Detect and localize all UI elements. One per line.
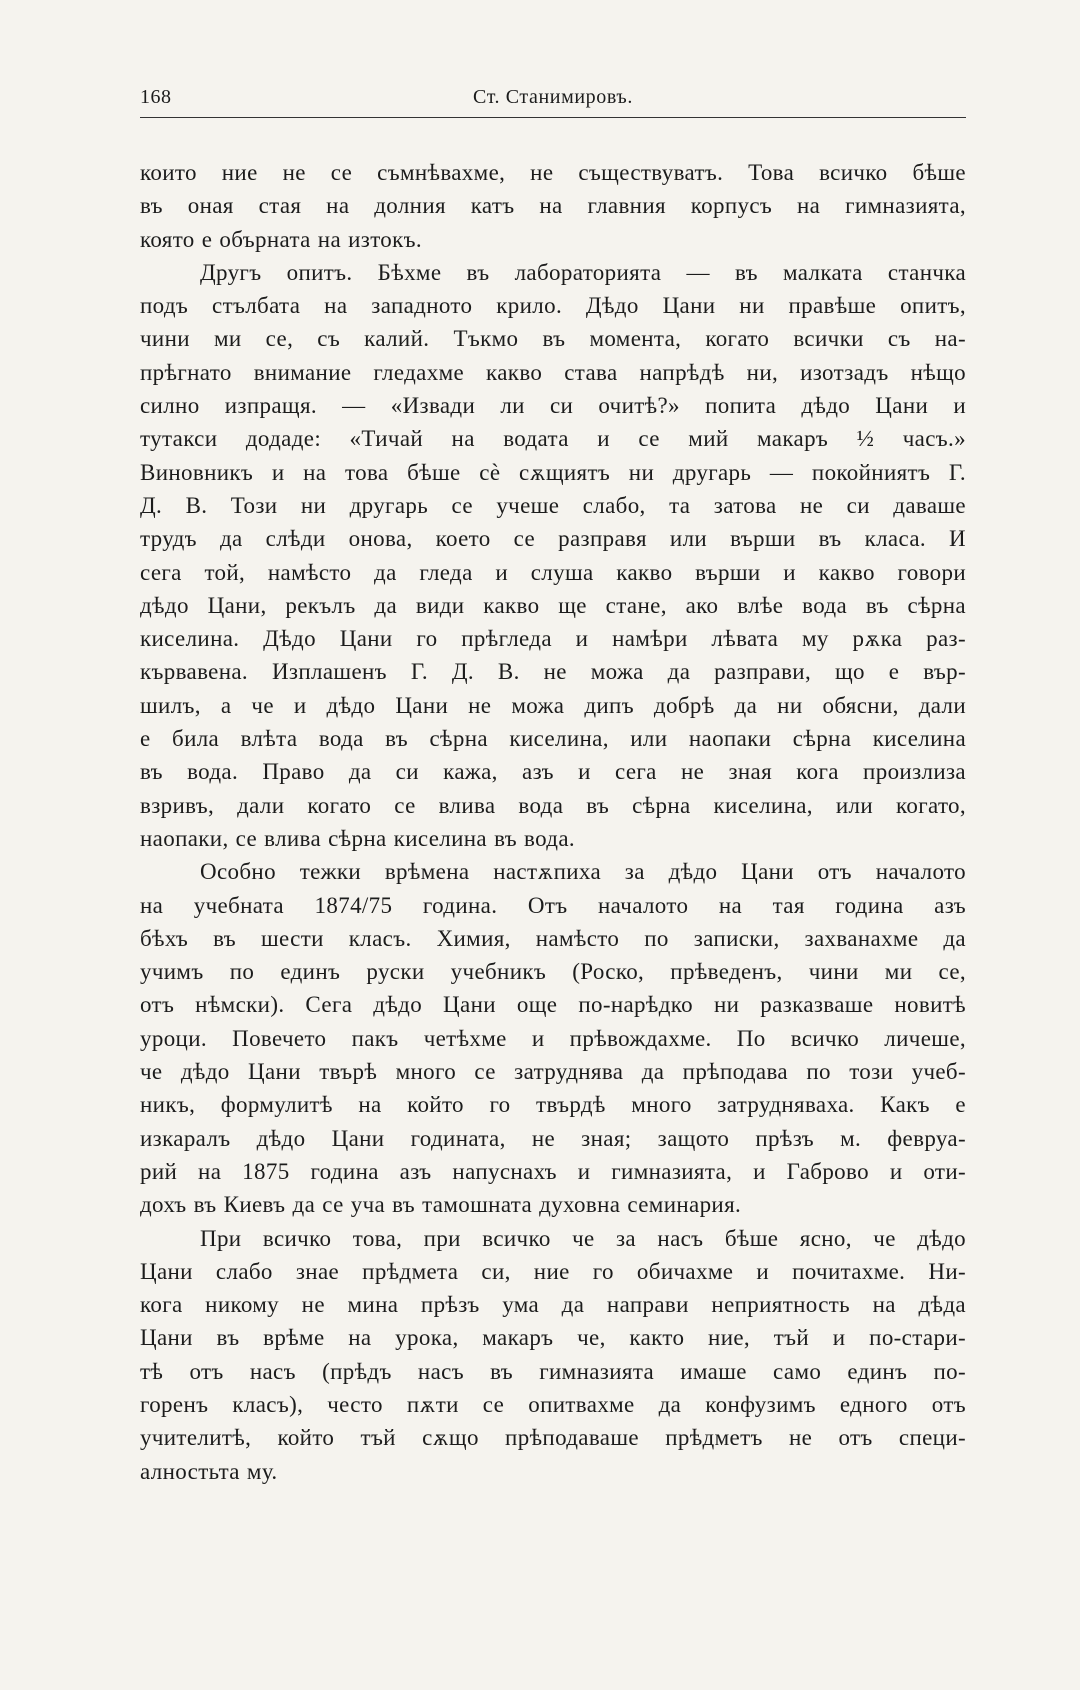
- page-number: 168: [140, 86, 172, 108]
- text-line: въ вода. Право да си кажа, азъ и сега не зная кога произлиза: [140, 759, 966, 785]
- text-line: учимъ по единъ руски учебникъ (Роско, прѣведенъ, чини ми се,: [140, 959, 966, 985]
- text-line: дохъ въ Киевъ да се уча въ тамошната духовна семинария.: [140, 1192, 742, 1218]
- text-line: никъ, формулитѣ на който го твърдѣ много затрудняваха. Какъ е: [140, 1092, 966, 1118]
- text-line: Виновникъ и на това бѣше сѐ сѫщиятъ ни другарь — покойниятъ Г.: [140, 459, 966, 485]
- text-line: дѣдо Цани, рекълъ да види какво ще стане, ако влѣе вода въ сѣрна: [140, 592, 966, 618]
- text-line: че дѣдо Цани твърѣ много се затруднява да прѣподава по този учеб-: [140, 1059, 966, 1085]
- text-line: тѣ отъ насъ (прѣдъ насъ въ гимназията имаше само единъ по-: [140, 1358, 966, 1384]
- paragraph-1: [140, 156, 966, 256]
- text-line: Д. В. Този ни другарь се учеше слабо, та затова не си даваше: [140, 492, 966, 518]
- text-line: на учебната 1874/75 година. Отъ началото на тая година азъ: [140, 892, 966, 918]
- text-line: уроци. Повечето пакъ четѣхме и прѣвождахме. По всичко личеше,: [140, 1025, 966, 1051]
- body-text: [140, 156, 966, 1488]
- paragraph-3: [140, 855, 966, 1221]
- text-line: чини ми се, съ калий. Тъкмо въ момента, когато всички съ на-: [140, 326, 966, 352]
- text-line: Другъ опитъ. Бѣхме въ лабораторията — въ малката станчка: [200, 259, 966, 285]
- text-line: При всичко това, при всичко че за насъ бѣше ясно, че дѣдо: [200, 1225, 966, 1251]
- text-line: горенъ класъ), често пѫти се опитвахме да конфузимъ едного отъ: [140, 1391, 966, 1417]
- text-line: алностьта му.: [140, 1458, 278, 1484]
- paragraph-2: [140, 256, 966, 855]
- text-line: въ оная стая на долния катъ на главния корпусъ на гимназията,: [140, 193, 966, 219]
- text-line: изкаралъ дѣдо Цани годината, не зная; защото прѣзъ м. февруа-: [140, 1125, 966, 1151]
- text-line: шилъ, а че и дѣдо Цани не можа дипъ добрѣ да ни обясни, дали: [140, 692, 966, 718]
- text-line: взривъ, дали когато се влива вода въ сѣрна киселина, или когато,: [140, 792, 966, 818]
- text-line: наопаки, се влива сѣрна киселина въ вода.: [140, 825, 576, 851]
- text-line: е била влѣта вода въ сѣрна киселина, или наопаки сѣрна киселина: [140, 726, 966, 752]
- text-line: които ние не се съмнѣвахме, не съществуватъ. Това всичко бѣше: [140, 160, 966, 185]
- paragraph-4: [140, 1222, 966, 1488]
- text-line: рий на 1875 година азъ напуснахъ и гимназията, и Габрово и оти-: [140, 1158, 966, 1184]
- text-line: трудъ да слѣди онова, което се разправя или върши въ класа. И: [140, 526, 966, 552]
- page-header: [140, 82, 966, 116]
- text-line: подъ стълбата на западното крило. Дѣдо Цани ни правѣше опитъ,: [140, 293, 966, 319]
- text-line: прѣгнато внимание гледахме какво става напрѣдѣ ни, изотзадъ нѣщо: [140, 359, 966, 385]
- header-rule: [140, 117, 966, 118]
- text-line: тутакси додаде: «Тичай на водата и се мий макаръ ½ часъ.»: [140, 426, 966, 452]
- text-line: Цани слабо знае прѣдмета си, ние го обичахме и почитахме. Ни-: [140, 1258, 966, 1284]
- text-line: бѣхъ въ шести класъ. Химия, намѣсто по записки, захванахме да: [140, 925, 966, 951]
- text-line: която е обърната на изтокъ.: [140, 226, 423, 252]
- text-line: сега той, намѣсто да гледа и слуша какво върши и какво говори: [140, 559, 966, 585]
- text-line: кога никому не мина прѣзъ ума да направи неприятность на дѣда: [140, 1292, 966, 1318]
- text-line: отъ нѣмски). Сега дѣдо Цани още по-нарѣдко ни разказваше новитѣ: [140, 992, 966, 1018]
- text-line: киселина. Дѣдо Цани го прѣгледа и намѣри лѣвата му рѫка раз-: [140, 626, 966, 652]
- text-line: кървавена. Изплашенъ Г. Д. В. не можа да разправи, що е вър-: [140, 659, 966, 685]
- running-head: Ст. Станимировъ.: [473, 86, 633, 108]
- text-line: Особно тежки врѣмена настѫпиха за дѣдо Цани отъ началото: [200, 859, 966, 885]
- text-line: учителитѣ, който тъй сѫщо прѣподаваше прѣдметъ не отъ специ-: [140, 1425, 966, 1451]
- text-line: Цани въ врѣме на урока, макаръ че, както ние, тъй и по-стари-: [140, 1325, 966, 1351]
- text-line: силно изпращя. — «Извади ли си очитѣ?» попита дѣдо Цани и: [140, 393, 966, 419]
